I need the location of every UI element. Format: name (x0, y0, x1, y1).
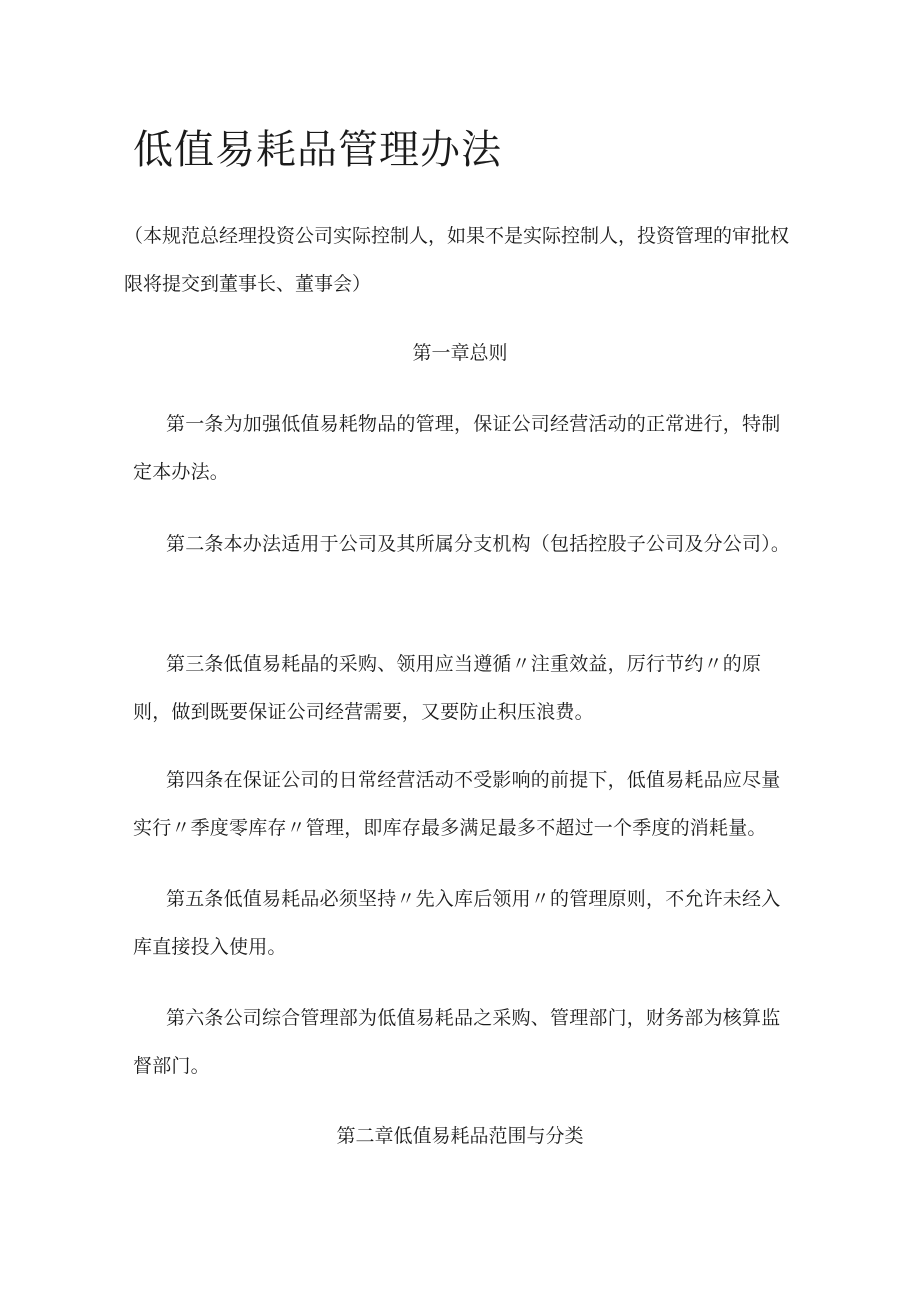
chapter-2-heading: 第二章低值易耗品范围与分类 (336, 1125, 584, 1147)
article-4: 第四条在保证公司的日常经营活动不受影响的前提下，低值易耗品应尽量实行〃季度零库存〃管理，即库存最多满足最多不超过一个季度的消耗量。 (133, 769, 781, 839)
article-3: 第三条低值易耗晶的采购、领用应当遵循〃注重效益，厉行节约〃的原则，做到既要保证公司经营需要，又要防止积压浪费。 (133, 653, 762, 723)
article-5: 第五条低值易耗品必须坚持〃先入库后领用〃的管理原则，不允许未经入库直接投入使用。 (133, 888, 781, 958)
article-1: 第一条为加强低值易耗物品的管理，保证公司经营活动的正常进行，特制定本办法。 (133, 413, 781, 483)
scope-note: （本规范总经理投资公司实际控制人，如果不是实际控制人，投资管理的审批权限将提交到董事长、董事会） (124, 225, 790, 295)
document-title: 低值易耗品管理办法 (133, 127, 502, 173)
article-6: 第六条公司综合管理部为低值易耗品之采购、管理部门，财务部为核算监督部门。 (133, 1007, 781, 1077)
article-2: 第二条本办法适用于公司及其所属分支机构（包括控股子公司及分公司）。 (166, 533, 791, 555)
chapter-1-heading: 第一章总则 (412, 342, 508, 364)
